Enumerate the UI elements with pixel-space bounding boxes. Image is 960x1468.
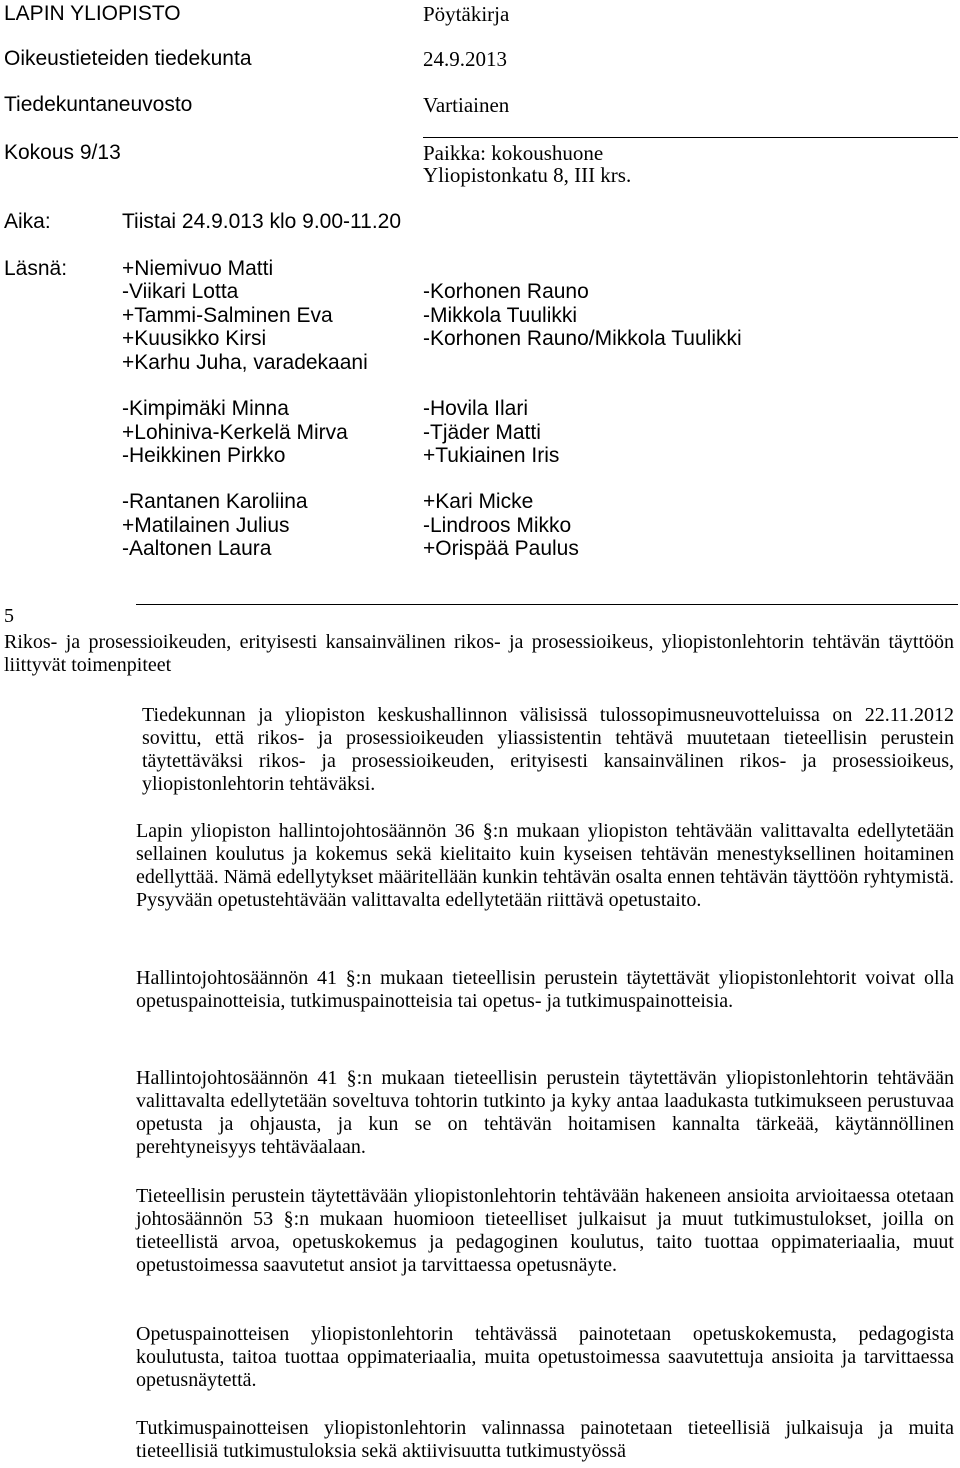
meeting-place: Paikka: kokoushuone [423, 141, 604, 165]
attendee: -Viikari Lotta [122, 280, 239, 303]
document-date: 24.9.2013 [423, 47, 507, 71]
paragraph: Hallintojohtosäännön 41 §:n mukaan tieteellisin perustein täytettävät yliopistonlehtorit voivat olla opetuspainotteisia, tutkimuspainotteisia tai opetus- ja tutkimuspainotteisia. [136, 967, 954, 1012]
document-type: Pöytäkirja [423, 2, 510, 26]
section-number: 5 [4, 605, 14, 627]
attendee: -Aaltonen Laura [122, 537, 272, 560]
attendee: -Mikkola Tuulikki [423, 304, 578, 327]
attendee: +Kari Micke [423, 490, 534, 513]
section-title: Rikos- ja prosessioikeuden, erityisesti kansainvälinen rikos- ja prosessioikeus, yliopistonlehtorin tehtävän täyttöön liittyvät toimenpiteet [4, 631, 954, 676]
attendee: +Tukiainen Iris [423, 444, 560, 467]
meeting-number: Kokous 9/13 [4, 141, 121, 164]
council-name: Tiedekuntaneuvosto [4, 93, 193, 116]
attendee: -Tjäder Matti [423, 421, 541, 444]
attendee: -Korhonen Rauno [423, 280, 589, 303]
time-label: Aika: [4, 210, 51, 233]
attendee: +Kuusikko Kirsi [122, 327, 267, 350]
paragraph: Lapin yliopiston hallintojohtosäännön 36 §:n mukaan yliopiston tehtävään valittavalta edellytetään sellainen koulutus ja kokemus sekä kielitaito kuin kyseisen tehtävän menestyksellinen hoitaminen edellyttää. Nämä edellytykset määritellään kunkin tehtävän osalta ennen tehtävän täyttöön ryhtymistä. Pysyvään opetustehtävään valittavalta edellytetään riittävä opetustaito. [136, 820, 954, 911]
attendance-label: Läsnä: [4, 257, 68, 280]
document-author: Vartiainen [423, 93, 510, 117]
header-rule [423, 137, 958, 138]
meeting-address: Yliopistonkatu 8, III krs. [423, 163, 632, 187]
attendee: +Karhu Juha, varadekaani [122, 351, 368, 374]
attendee: +Matilainen Julius [122, 514, 290, 537]
university-name: LAPIN YLIOPISTO [4, 2, 181, 25]
faculty-name: Oikeustieteiden tiedekunta [4, 47, 252, 70]
attendee: -Rantanen Karoliina [122, 490, 308, 513]
attendee: -Kimpimäki Minna [122, 397, 289, 420]
attendee: -Heikkinen Pirkko [122, 444, 286, 467]
paragraph: Opetuspainotteisen yliopistonlehtorin tehtävässä painotetaan opetuskokemusta, pedagogista koulutusta, taitoa tuottaa oppimateriaalia, muita opetustoimessa saavutettuja ansioita ja tarvittaessa opetusnäytettä. [136, 1323, 954, 1391]
time-value: Tiistai 24.9.013 klo 9.00-11.20 [122, 210, 402, 233]
attendee: -Korhonen Rauno/Mikkola Tuulikki [423, 327, 742, 350]
attendee: +Orispää Paulus [423, 537, 579, 560]
intro-paragraph: Tiedekunnan ja yliopiston keskushallinnon välisissä tulossopimusneuvotteluissa on 22.11.2012 sovittu, että rikos- ja prosessioikeuden yliassistentin tehtävä muutetaan tieteellisin perustein täytettäväksi rikos- ja prosessioikeuden, erityisesti kansainvälinen rikos- ja prosessioikeus, yliopistonlehtorin tehtäväksi. [142, 704, 954, 795]
paragraph: Hallintojohtosäännön 41 §:n mukaan tieteellisin perustein täytettävän yliopistonlehtorin tehtävään valittavalta edellytetään soveltuva tohtorin tutkinto ja kyky antaa laadukasta tutkimukseen perustuvaa opetusta ja ohjausta, ja kun se on tehtävän hoitamisen kannalta tärkeää, käytännöllinen perehtyneisyys tehtäväalaan. [136, 1067, 954, 1158]
paragraph: Tieteellisin perustein täytettävään yliopistonlehtorin tehtävään hakeneen ansioita arvioitaessa otetaan johtosäännön 53 §:n mukaan huomioon tieteelliset julkaisut ja muut tutkimustulokset, joilla on tieteellistä arvoa, opetuskokemus ja pedagoginen koulutus, taito tuottaa oppimateriaalia, muut opetustoimessa saavutetut ansiot ja tarvittaessa opetusnäyte. [136, 1185, 954, 1276]
attendee: -Lindroos Mikko [423, 514, 572, 537]
attendee: +Lohiniva-Kerkelä Mirva [122, 421, 348, 444]
attendee: -Hovila Ilari [423, 397, 529, 420]
section-rule [136, 604, 958, 605]
attendee: +Tammi-Salminen Eva [122, 304, 333, 327]
paragraph: Tutkimuspainotteisen yliopistonlehtorin valinnassa painotetaan tieteellisiä julkaisuja ja muita tieteellisiä tutkimustuloksia sekä aktiivisuutta tutkimustyössä [136, 1417, 954, 1462]
attendee: +Niemivuo Matti [122, 257, 274, 280]
